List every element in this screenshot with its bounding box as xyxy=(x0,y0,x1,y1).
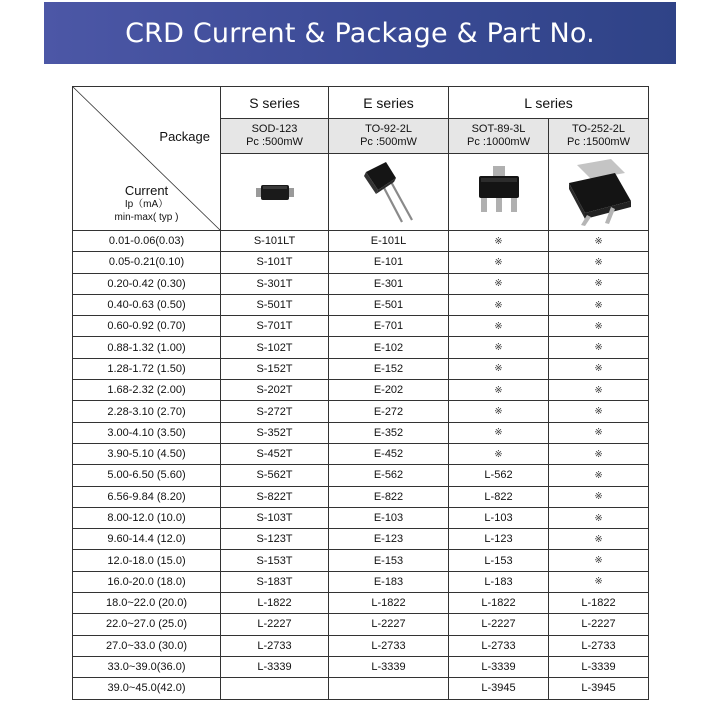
current-cell: 18.0~22.0 (20.0) xyxy=(73,593,221,614)
title-banner xyxy=(44,2,676,64)
current-cell: 0.20-0.42 (0.30) xyxy=(73,273,221,294)
current-cell: 12.0-18.0 (15.0) xyxy=(73,550,221,571)
to252-part-cell: ※ xyxy=(549,571,649,592)
to252-part-cell: ※ xyxy=(549,294,649,315)
to252-part-cell: L-3945 xyxy=(549,678,649,699)
current-label-block xyxy=(73,183,220,224)
sot89-part-cell: L-183 xyxy=(449,571,549,592)
s-series-part-cell: S-101T xyxy=(221,252,329,273)
package-name: SOD-123 xyxy=(251,123,298,135)
s-series-part-cell: S-822T xyxy=(221,486,329,507)
e-series-part-cell: L-3339 xyxy=(329,656,449,677)
current-cell: 16.0-20.0 (18.0) xyxy=(73,571,221,592)
sot89-part-cell: ※ xyxy=(449,294,549,315)
s-series-part-cell: S-301T xyxy=(221,273,329,294)
current-cell: 8.00-12.0 (10.0) xyxy=(73,507,221,528)
current-cell: 3.90-5.10 (4.50) xyxy=(73,443,221,464)
e-series-part-cell: E-501 xyxy=(329,294,449,315)
current-cell: 0.60-0.92 (0.70) xyxy=(73,316,221,337)
current-cell: 0.05-0.21(0.10) xyxy=(73,252,221,273)
to252-part-cell: ※ xyxy=(549,380,649,401)
sot89-part-cell: ※ xyxy=(449,443,549,464)
sot-89-chip-icon xyxy=(469,164,529,220)
sod-123-chip-icon xyxy=(255,180,295,204)
table-row xyxy=(73,443,649,464)
s-series-part-cell: S-701T xyxy=(221,316,329,337)
current-cell: 2.28-3.10 (2.70) xyxy=(73,401,221,422)
table-row xyxy=(73,316,649,337)
to252-part-cell: ※ xyxy=(549,358,649,379)
current-label: Current xyxy=(124,183,169,198)
e-series-part-cell: E-101L xyxy=(329,231,449,252)
sot89-part-cell: ※ xyxy=(449,337,549,358)
table-row xyxy=(73,401,649,422)
table-row xyxy=(73,529,649,550)
e-series-part-cell: E-562 xyxy=(329,465,449,486)
s-series-part-cell: L-2733 xyxy=(221,635,329,656)
package-power: Pc :1500mW xyxy=(567,136,630,148)
package-power: Pc :500mW xyxy=(360,136,417,148)
s-series-part-cell: S-101LT xyxy=(221,231,329,252)
to-92-transistor-icon xyxy=(354,158,424,226)
table-row xyxy=(73,337,649,358)
s-series-part-cell: S-102T xyxy=(221,337,329,358)
sot89-part-cell: L-562 xyxy=(449,465,549,486)
diagonal-header-cell xyxy=(73,87,221,231)
e-series-part-cell: E-123 xyxy=(329,529,449,550)
s-series-part-cell: S-152T xyxy=(221,358,329,379)
e-series-part-cell xyxy=(329,678,449,699)
table-row xyxy=(73,252,649,273)
sot89-part-cell: L-3339 xyxy=(449,656,549,677)
e-series-part-cell: E-183 xyxy=(329,571,449,592)
sot89-part-cell: L-822 xyxy=(449,486,549,507)
s-series-part-cell: S-153T xyxy=(221,550,329,571)
e-series-part-cell: E-153 xyxy=(329,550,449,571)
s-series-part-cell: L-2227 xyxy=(221,614,329,635)
to252-part-cell: ※ xyxy=(549,401,649,422)
sot89-part-cell: ※ xyxy=(449,380,549,401)
current-cell: 5.00-6.50 (5.60) xyxy=(73,465,221,486)
s-series-part-cell: L-1822 xyxy=(221,593,329,614)
e-series-part-cell: L-2733 xyxy=(329,635,449,656)
table-row xyxy=(73,678,649,699)
sot89-part-cell: ※ xyxy=(449,273,549,294)
page-title: CRD Current & Package & Part No. xyxy=(125,17,595,49)
to252-part-cell: ※ xyxy=(549,422,649,443)
table-row xyxy=(73,550,649,571)
l-series-header: L series xyxy=(449,87,649,119)
current-cell: 33.0~39.0(36.0) xyxy=(73,656,221,677)
to252-part-cell: ※ xyxy=(549,507,649,528)
current-cell: 6.56-9.84 (8.20) xyxy=(73,486,221,507)
table-row xyxy=(73,358,649,379)
s-series-part-cell: S-562T xyxy=(221,465,329,486)
ip-label: Ip（mA） xyxy=(124,199,169,211)
table-row xyxy=(73,656,649,677)
to-252-chip-icon xyxy=(559,157,639,227)
current-cell: 1.28-1.72 (1.50) xyxy=(73,358,221,379)
sot89-part-cell: L-2733 xyxy=(449,635,549,656)
package-name: SOT-89-3L xyxy=(471,123,526,135)
s-series-part-cell: S-272T xyxy=(221,401,329,422)
s-series-part-cell: S-103T xyxy=(221,507,329,528)
table-row xyxy=(73,486,649,507)
sot89-part-cell: L-103 xyxy=(449,507,549,528)
e-series-part-cell: E-701 xyxy=(329,316,449,337)
e-series-part-cell: E-452 xyxy=(329,443,449,464)
e-series-part-cell: E-101 xyxy=(329,252,449,273)
table-row xyxy=(73,294,649,315)
package-name: TO-252-2L xyxy=(572,123,625,135)
current-cell: 27.0~33.0 (30.0) xyxy=(73,635,221,656)
table-row xyxy=(73,231,649,252)
current-cell: 22.0~27.0 (25.0) xyxy=(73,614,221,635)
e-series-part-cell: E-152 xyxy=(329,358,449,379)
to252-part-cell: ※ xyxy=(549,337,649,358)
e-series-header: E series xyxy=(329,87,449,119)
table-row xyxy=(73,465,649,486)
sot89-part-cell: L-2227 xyxy=(449,614,549,635)
current-cell: 9.60-14.4 (12.0) xyxy=(73,529,221,550)
s-series-part-cell: S-123T xyxy=(221,529,329,550)
package-power: Pc :1000mW xyxy=(467,136,530,148)
sot89-part-cell: ※ xyxy=(449,316,549,337)
s-series-part-cell: S-202T xyxy=(221,380,329,401)
to252-part-cell: ※ xyxy=(549,252,649,273)
crd-table xyxy=(72,86,649,700)
table-row xyxy=(73,614,649,635)
image-cell-to92 xyxy=(329,154,449,231)
s-series-part-cell: S-501T xyxy=(221,294,329,315)
s-series-part-cell: S-452T xyxy=(221,443,329,464)
to252-part-cell: L-3339 xyxy=(549,656,649,677)
current-cell: 3.00-4.10 (3.50) xyxy=(73,422,221,443)
sot89-part-cell: L-1822 xyxy=(449,593,549,614)
s-series-part-cell: S-352T xyxy=(221,422,329,443)
table-row xyxy=(73,635,649,656)
image-cell-sod123 xyxy=(221,154,329,231)
to252-part-cell: L-2227 xyxy=(549,614,649,635)
to252-part-cell: ※ xyxy=(549,465,649,486)
to252-part-cell: ※ xyxy=(549,316,649,337)
s-series-header: S series xyxy=(221,87,329,119)
table-header xyxy=(73,87,649,231)
sot89-part-cell: L-123 xyxy=(449,529,549,550)
e-series-part-cell: E-102 xyxy=(329,337,449,358)
e-series-part-cell: L-2227 xyxy=(329,614,449,635)
to252-part-cell: ※ xyxy=(549,231,649,252)
image-cell-to252 xyxy=(549,154,649,231)
e-series-part-cell: E-352 xyxy=(329,422,449,443)
e-series-part-cell: L-1822 xyxy=(329,593,449,614)
to252-part-cell: ※ xyxy=(549,273,649,294)
package-cell-sod123 xyxy=(221,119,329,154)
sot89-part-cell: ※ xyxy=(449,422,549,443)
s-series-part-cell: L-3339 xyxy=(221,656,329,677)
package-label: Package xyxy=(159,129,210,144)
sot89-part-cell: ※ xyxy=(449,231,549,252)
table-body xyxy=(73,231,649,700)
s-series-part-cell: S-183T xyxy=(221,571,329,592)
package-power: Pc :500mW xyxy=(246,136,303,148)
current-cell: 0.01-0.06(0.03) xyxy=(73,231,221,252)
sot89-part-cell: L-3945 xyxy=(449,678,549,699)
package-cell-to92 xyxy=(329,119,449,154)
s-series-part-cell xyxy=(221,678,329,699)
to252-part-cell: ※ xyxy=(549,550,649,571)
e-series-part-cell: E-103 xyxy=(329,507,449,528)
table-row xyxy=(73,380,649,401)
package-cell-sot89 xyxy=(449,119,549,154)
e-series-part-cell: E-822 xyxy=(329,486,449,507)
to252-part-cell: ※ xyxy=(549,486,649,507)
table-row xyxy=(73,593,649,614)
to252-part-cell: L-2733 xyxy=(549,635,649,656)
current-cell: 1.68-2.32 (2.00) xyxy=(73,380,221,401)
to252-part-cell: L-1822 xyxy=(549,593,649,614)
e-series-part-cell: E-272 xyxy=(329,401,449,422)
table-row xyxy=(73,422,649,443)
current-cell: 39.0~45.0(42.0) xyxy=(73,678,221,699)
package-cell-to252 xyxy=(549,119,649,154)
package-name: TO-92-2L xyxy=(365,123,412,135)
to252-part-cell: ※ xyxy=(549,529,649,550)
current-cell: 0.88-1.32 (1.00) xyxy=(73,337,221,358)
current-cell: 0.40-0.63 (0.50) xyxy=(73,294,221,315)
image-cell-sot89 xyxy=(449,154,549,231)
e-series-part-cell: E-301 xyxy=(329,273,449,294)
sot89-part-cell: ※ xyxy=(449,252,549,273)
sot89-part-cell: L-153 xyxy=(449,550,549,571)
e-series-part-cell: E-202 xyxy=(329,380,449,401)
to252-part-cell: ※ xyxy=(549,443,649,464)
minmax-label: min-max( typ ) xyxy=(114,211,179,223)
sot89-part-cell: ※ xyxy=(449,401,549,422)
table-row xyxy=(73,507,649,528)
table-row xyxy=(73,571,649,592)
table-row xyxy=(73,273,649,294)
sot89-part-cell: ※ xyxy=(449,358,549,379)
